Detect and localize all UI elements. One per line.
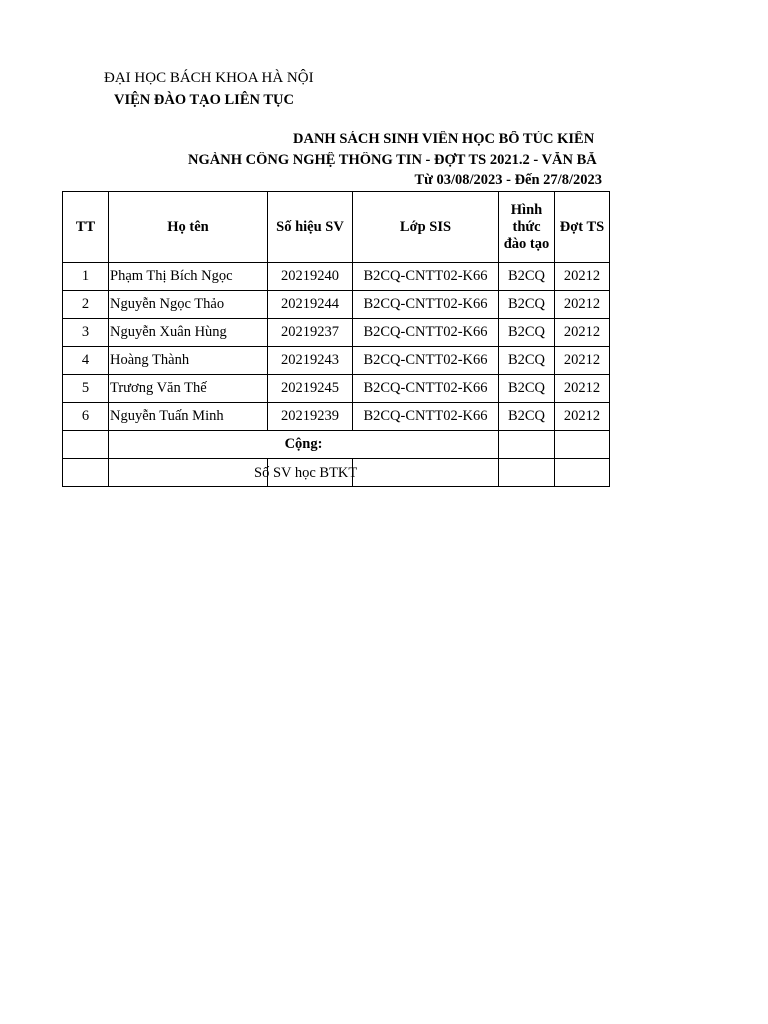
- table-row: [63, 347, 610, 375]
- cell-name: Phạm Thị Bích Ngọc: [109, 263, 268, 291]
- total-label: Cộng:: [109, 431, 499, 459]
- document-title-line2: NGÀNH CÔNG NGHỆ THÔNG TIN - ĐỢT TS 2021.2 - VĂN BẰ: [188, 152, 597, 168]
- count-empty: [353, 459, 499, 487]
- count-empty: [555, 459, 610, 487]
- table-row: [63, 319, 610, 347]
- header-mode: Hình thức đào tạo: [499, 192, 555, 263]
- cell-tt: 1: [63, 263, 109, 291]
- count-empty: [63, 459, 109, 487]
- cell-tt: 2: [63, 291, 109, 319]
- cell-name: Hoàng Thành: [109, 347, 268, 375]
- cell-mode: B2CQ: [499, 319, 555, 347]
- cell-mode: B2CQ: [499, 263, 555, 291]
- cell-name: Nguyễn Xuân Hùng: [109, 319, 268, 347]
- header-class: Lớp SIS: [353, 192, 499, 263]
- cell-class: B2CQ-CNTT02-K66: [353, 347, 499, 375]
- cell-class: B2CQ-CNTT02-K66: [353, 263, 499, 291]
- cell-batch: 20212: [555, 263, 610, 291]
- cell-class: B2CQ-CNTT02-K66: [353, 403, 499, 431]
- cell-class: B2CQ-CNTT02-K66: [353, 291, 499, 319]
- cell-batch: 20212: [555, 375, 610, 403]
- cell-batch: 20212: [555, 291, 610, 319]
- cell-batch: 20212: [555, 403, 610, 431]
- cell-student-id: 20219244: [268, 291, 353, 319]
- cell-mode: B2CQ: [499, 291, 555, 319]
- cell-student-id: 20219240: [268, 263, 353, 291]
- cell-batch: 20212: [555, 347, 610, 375]
- header-batch: Đợt TS: [555, 192, 610, 263]
- cell-tt: 6: [63, 403, 109, 431]
- table-row: [63, 291, 610, 319]
- table-row: [63, 375, 610, 403]
- total-empty: [499, 431, 555, 459]
- cell-name: Trương Văn Thế: [109, 375, 268, 403]
- cell-student-id: 20219243: [268, 347, 353, 375]
- table-row: [63, 263, 610, 291]
- cell-class: B2CQ-CNTT02-K66: [353, 375, 499, 403]
- date-range: Từ 03/08/2023 - Đến 27/8/2023: [414, 172, 602, 188]
- total-row: [63, 431, 610, 459]
- cell-student-id: 20219239: [268, 403, 353, 431]
- header-name: Họ tên: [109, 192, 268, 263]
- org-name: ĐẠI HỌC BÁCH KHOA HÀ NỘI: [104, 70, 314, 86]
- institute-name: VIỆN ĐÀO TẠO LIÊN TỤC: [114, 92, 294, 108]
- total-empty: [63, 431, 109, 459]
- count-label: Số SV học BTKT: [254, 465, 358, 481]
- cell-mode: B2CQ: [499, 375, 555, 403]
- cell-mode: B2CQ: [499, 403, 555, 431]
- cell-student-id: 20219245: [268, 375, 353, 403]
- cell-name: Nguyễn Ngọc Thảo: [109, 291, 268, 319]
- cell-name: Nguyễn Tuấn Minh: [109, 403, 268, 431]
- count-row: [63, 459, 610, 487]
- cell-student-id: 20219237: [268, 319, 353, 347]
- cell-batch: 20212: [555, 319, 610, 347]
- cell-class: B2CQ-CNTT02-K66: [353, 319, 499, 347]
- cell-tt: 5: [63, 375, 109, 403]
- count-label-cell: [109, 459, 358, 487]
- table-row: [63, 403, 610, 431]
- table-header-row: [63, 192, 610, 263]
- document-title-line1: DANH SÁCH SINH VIÊN HỌC BỔ TÚC KIẾN: [293, 131, 595, 147]
- cell-tt: 3: [63, 319, 109, 347]
- cell-mode: B2CQ: [499, 347, 555, 375]
- header-student-id: Số hiệu SV: [268, 192, 353, 263]
- count-empty: [499, 459, 555, 487]
- student-table: [62, 191, 610, 487]
- header-tt: TT: [63, 192, 109, 263]
- total-empty: [555, 431, 610, 459]
- cell-tt: 4: [63, 347, 109, 375]
